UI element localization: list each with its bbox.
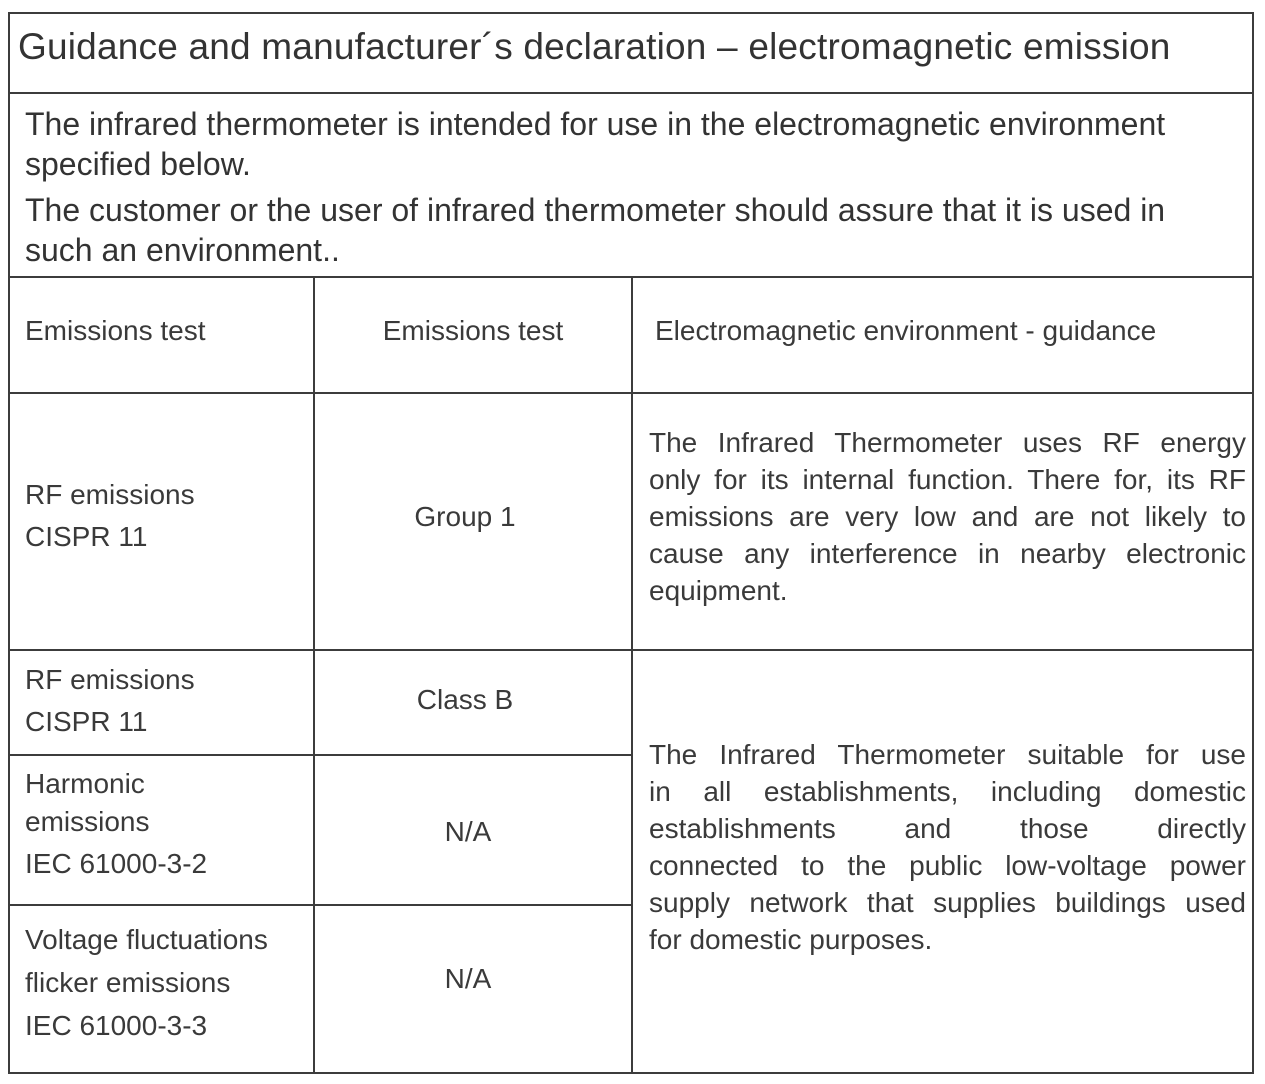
row2-compliance: Class B	[416, 684, 514, 715]
row3-compliance: N/A	[444, 816, 492, 847]
title-row	[10, 14, 1252, 94]
row1-bottom-divider	[10, 649, 1252, 651]
row1-guidance-line-3: emissions are very low and are not likely to	[649, 501, 1246, 532]
row3-test-line-1: Harmonic	[25, 768, 145, 799]
intro-row	[10, 94, 1252, 278]
row2-test-line-1: RF emissions	[25, 664, 195, 695]
column-divider-2	[631, 278, 633, 1072]
table-title: Guidance and manufacturer´s declaration – electromagnetic emission	[18, 26, 1171, 67]
row1-test	[25, 474, 195, 558]
row1-compliance: Group 1	[414, 501, 516, 532]
row3-test-line-2: emissions	[25, 806, 150, 837]
intro-paragraph-1: The infrared thermometer is intended for use in the electromagnetic environment specified below.	[25, 106, 1166, 182]
header-emissions-test: Emissions test	[25, 315, 206, 346]
classb-guidance-line-4: connected to the public low-voltage power	[649, 850, 1246, 881]
row3-bottom-divider	[10, 904, 633, 906]
row2-bottom-divider	[10, 754, 633, 756]
row1-test-line-2: CISPR 11	[25, 521, 148, 552]
row2-test	[25, 659, 195, 743]
rows2-4-guidance	[649, 736, 1246, 958]
row4-test-line-2: flicker emissions	[25, 967, 231, 998]
row1-guidance-line-2: only for its internal function. There for, its RF	[649, 464, 1246, 495]
classb-guidance-line-5: supply network that supplies buildings used	[649, 887, 1246, 918]
column-divider-1	[313, 278, 315, 1072]
row4-compliance: N/A	[444, 963, 492, 994]
row1-guidance-line-4: cause any interference in nearby electronic	[649, 538, 1246, 569]
row1-guidance-line-5: equipment.	[649, 575, 788, 606]
classb-guidance-line-3: establishments and those directly	[649, 813, 1246, 844]
header-guidance: Electromagnetic environment - guidance	[655, 315, 1157, 346]
row3-test-line-3: IEC 61000-3-2	[25, 848, 208, 879]
row2-test-line-2: CISPR 11	[25, 706, 148, 737]
intro-paragraph-2: The customer or the user of infrared thermometer should assure that it is used in such an environment..	[25, 192, 1166, 268]
row4-test-line-1: Voltage fluctuations	[25, 924, 268, 955]
row4-test-line-3: IEC 61000-3-3	[25, 1010, 208, 1041]
emission-declaration-table	[8, 12, 1254, 1074]
classb-guidance-line-6: for domestic purposes.	[649, 924, 933, 955]
header-compliance: Emissions test	[382, 315, 564, 346]
classb-guidance-line-2: in all establishments, including domestic	[649, 776, 1246, 807]
row4-test	[25, 918, 268, 1047]
row1-guidance-line-1: The Infrared Thermometer uses RF energy	[649, 427, 1246, 458]
header-bottom-divider	[10, 392, 1252, 394]
classb-guidance-line-1: The Infrared Thermometer suitable for use	[649, 739, 1246, 770]
row1-test-line-1: RF emissions	[25, 479, 195, 510]
row3-test	[25, 765, 207, 883]
row1-guidance	[649, 424, 1246, 609]
